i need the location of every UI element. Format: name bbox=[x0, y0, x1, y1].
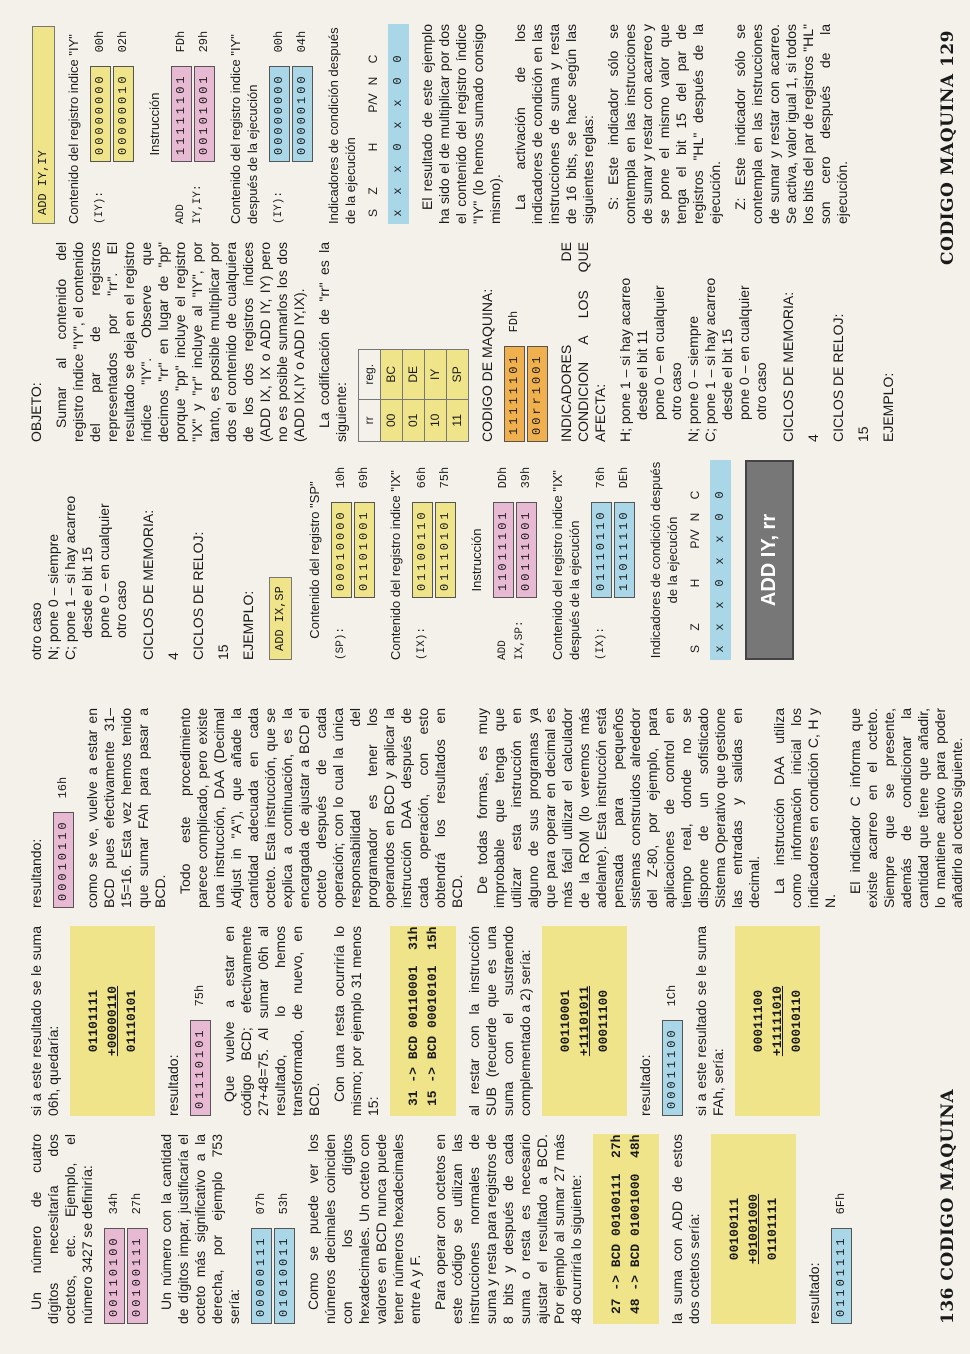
section-label: CICLOS DE MEMORIA: bbox=[780, 291, 796, 442]
paragraph: Para operar con octetos en este código se utilizan las instrucciones normales de suma y resta para registros de 8 bits y después de cada suma o resta es necesario ajustar el resultado a BCD. Por ejemplo al sumar 27 más 48 ocurriría lo siguiente: bbox=[432, 1134, 584, 1324]
byte: 00101001 bbox=[194, 66, 215, 162]
table-cell: 10 bbox=[425, 399, 447, 441]
flag-value: 0 bbox=[391, 77, 405, 85]
byte-row bbox=[831, 1134, 852, 1324]
byte: 01101001 bbox=[354, 502, 375, 598]
paragraph: Que vuelve a estar en código BCD; efectivamente 27+48=75. Al sumar 06h al resultado, lo hemos transformado, de nuevo, en BCD. bbox=[221, 926, 322, 1116]
byte-row bbox=[127, 1134, 148, 1324]
flag-name: H bbox=[366, 142, 380, 152]
flag-rules bbox=[617, 242, 770, 442]
table-row bbox=[425, 349, 447, 441]
section-value: 15 bbox=[215, 644, 231, 660]
byte: 01100110 bbox=[412, 502, 433, 598]
hex-value: 75h bbox=[193, 984, 207, 1007]
flag-line: pone 0 – en cualquier bbox=[96, 503, 112, 638]
register-block bbox=[169, 24, 217, 224]
block-title: Contenido del registro indice "IX" bbox=[388, 470, 403, 660]
register-block bbox=[88, 24, 136, 224]
table-cell: DE bbox=[403, 349, 425, 399]
flag-value: x bbox=[391, 121, 405, 129]
byte: 01110101 bbox=[190, 1020, 211, 1116]
flag-name bbox=[687, 550, 704, 572]
byte-row bbox=[269, 31, 290, 162]
flag-value: x bbox=[391, 187, 405, 195]
box-line: 01101111 bbox=[765, 1197, 780, 1261]
flag-value: 0 bbox=[713, 491, 727, 499]
byte-row bbox=[412, 467, 433, 598]
flag-line: otro caso bbox=[668, 362, 684, 420]
register-bytes bbox=[410, 467, 458, 598]
box-line: +00000110 bbox=[105, 985, 120, 1057]
hex-value: 02h bbox=[116, 30, 130, 53]
table-cell: SP bbox=[447, 349, 469, 399]
hex-value: 29h bbox=[197, 30, 211, 53]
box-line: 31 -> BCD 00110001 31h bbox=[406, 926, 421, 1106]
flag-name: Z bbox=[688, 623, 702, 631]
byte-row bbox=[113, 31, 134, 162]
flag-name bbox=[687, 594, 704, 616]
register-label: (IX): bbox=[416, 626, 428, 660]
byte: 00100111 bbox=[127, 1228, 148, 1324]
result-label: resultando: bbox=[28, 838, 44, 908]
byte-row bbox=[614, 467, 635, 598]
flag-line: pone 0 – en cualquier bbox=[651, 285, 667, 420]
hex-value: 34h bbox=[107, 1192, 121, 1215]
section-label: CICLOS DE MEMORIA: bbox=[140, 509, 156, 660]
byte-row bbox=[516, 467, 537, 598]
paragraph: Todo este procedimiento parece complicado, pero existe una instrucción, DAA (Decimal Adjust in "A"), que añade la cantidad adecuada en cada octeto. Esta instrucción, que se explica a continuación, es la encargada de ajustar a BCD el octeto después de cada operación; con lo cual la única responsabilidad del programador es tener los operandos en BCD y aplicar la instrucción DAA después de cada operación, con esto obtendrá los resultados en BCD. bbox=[177, 708, 465, 908]
register-label: ADD IY,IY: bbox=[175, 184, 204, 224]
byte: 00000010 bbox=[113, 66, 134, 162]
paragraph: Como se puede ver los números decimales coinciden con los dígitos hexadecimales. Un octeto con valores en BCD nunca puede tener números hexadecimales entre A y F. bbox=[305, 1134, 423, 1324]
box-line: 15 -> BCD 00010101 15h bbox=[425, 926, 440, 1106]
sum-box bbox=[735, 926, 820, 1116]
left-page bbox=[0, 674, 970, 1354]
flag-value: x bbox=[713, 623, 727, 631]
table-cell: 00 bbox=[381, 399, 403, 441]
byte: 11011110 bbox=[614, 502, 635, 598]
byte-row bbox=[194, 31, 215, 162]
section-label: CICLOS DE RELOJ: bbox=[830, 313, 846, 442]
flag-line: otro caso bbox=[113, 580, 129, 638]
flag-value: x bbox=[391, 99, 405, 107]
flag-name bbox=[365, 114, 382, 136]
byte-row bbox=[171, 31, 192, 162]
byte-row bbox=[493, 467, 514, 598]
paragraph: Sumar al contenido del registro índice "IY", el contenido del par de registros representados por "rr". El resultado se deja en el registro índice "IY". Observe que decimos "rr" en lugar de "pp" porque "pp" incluye el registro "IX" y "rr" incluye al "IY", por tanto, es posible multiplicar por dos el contenido de cualquiera de los dos registros índices (ADD IX, IX o ADD IY, IY) pero no es posible sumarlos los dos (ADD IX,IY o ADD IY,IX). bbox=[53, 242, 307, 442]
result-label: resultado: bbox=[637, 1054, 653, 1116]
flag-name: C bbox=[688, 490, 702, 500]
byte-row bbox=[331, 467, 352, 598]
byte: 00011100 bbox=[662, 1020, 683, 1116]
bcd-3427 bbox=[104, 1134, 148, 1324]
paragraph: La codificación de "rr" es la siguiente: bbox=[316, 242, 349, 442]
flag-line: H; pone 1 – si hay acarreo bbox=[617, 277, 633, 442]
byte: 01010011 bbox=[274, 1228, 295, 1324]
hex-value: 07h bbox=[254, 1192, 268, 1215]
left-col-1 bbox=[28, 1134, 854, 1324]
flag-value: 0 bbox=[713, 513, 727, 521]
byte-row bbox=[90, 31, 111, 162]
box-line: 01110101 bbox=[124, 989, 139, 1053]
paragraph: Un número de cuatro dígitos necesitaría dos octetos, etc. Ejemplo, el número 3427 se definiría: bbox=[28, 1134, 95, 1324]
box-line: 00010110 bbox=[789, 989, 804, 1053]
block-title: Indicadores de condición después de la ejecución bbox=[326, 27, 358, 224]
flag-line: desde el bit 11 bbox=[634, 329, 650, 420]
register-bytes bbox=[491, 467, 539, 598]
byte: 11111101 bbox=[171, 66, 192, 162]
result-label: resultado: bbox=[165, 1054, 181, 1116]
flag-line: N; pone 0 – siempre bbox=[45, 533, 61, 660]
flag-value: x bbox=[713, 557, 727, 565]
section-label: CODIGO DE MAQUINA: bbox=[479, 288, 495, 442]
table-row bbox=[447, 349, 469, 441]
flag-name bbox=[365, 158, 382, 180]
flag-line: C; pone 1 – si hay acarreo bbox=[62, 495, 78, 660]
block-title: Instrucción bbox=[147, 92, 162, 156]
section-label: CICLOS DE RELOJ: bbox=[190, 531, 206, 660]
box-line: 00100111 bbox=[727, 1197, 742, 1261]
table-cell: 01 bbox=[403, 399, 425, 441]
byte: 00110100 bbox=[104, 1228, 125, 1324]
hex-value: 39h bbox=[519, 466, 533, 489]
section-label: INDICADORES DE CONDICION A LOS QUE AFECTA: bbox=[558, 242, 608, 442]
paragraph: si a este resultado se le suma 06h, quedaría: bbox=[28, 926, 61, 1116]
box-line: 27 -> BCD 00100111 27h bbox=[609, 1134, 624, 1314]
paragraph: si a este resultado se le suma FAh, sería: bbox=[693, 926, 726, 1116]
section-value: 15 bbox=[855, 426, 871, 442]
flag-value: x bbox=[713, 535, 727, 543]
hex-value: 6Fh bbox=[834, 1192, 848, 1215]
flag-value: x bbox=[391, 209, 405, 217]
hex-value: FDh bbox=[174, 30, 188, 53]
table-cell: 11 bbox=[447, 399, 469, 441]
table-cell: reg. bbox=[359, 349, 381, 399]
hex-value: 66h bbox=[415, 466, 429, 489]
hex-value: DEh bbox=[617, 466, 631, 489]
right-col-1 bbox=[28, 460, 808, 660]
paragraph: Con una resta ocurriría lo mismo; por ejemplo 31 menos 15: bbox=[331, 926, 381, 1116]
box-line: 00110001 bbox=[558, 989, 573, 1053]
byte: 00111001 bbox=[516, 502, 537, 598]
flag-line: desde el bit 15 bbox=[719, 328, 735, 420]
paragraph: la suma con ADD de estos dos octetos sería: bbox=[669, 1134, 702, 1324]
register-block bbox=[267, 24, 315, 224]
page-folio-right: CODIGO MAQUINA 129 bbox=[938, 30, 958, 266]
register-bytes bbox=[589, 467, 637, 598]
flag-line: C; pone 1 – si hay acarreo bbox=[702, 277, 718, 442]
example-banner: ADD IX,SP bbox=[269, 577, 292, 660]
hex-value: 00h bbox=[93, 30, 107, 53]
byte-row bbox=[104, 1134, 125, 1324]
byte: 01110110 bbox=[591, 502, 612, 598]
block-title: Instrucción bbox=[469, 528, 484, 592]
register-block bbox=[491, 460, 539, 660]
paragraph: al restar con la instrucción SUB (recuerde que es una suma con el sustraendo complementado a 2) sería: bbox=[466, 926, 533, 1116]
flag-name: N bbox=[366, 76, 380, 86]
bcd-753 bbox=[251, 1134, 295, 1324]
byte-row bbox=[591, 467, 612, 598]
byte-row bbox=[504, 242, 525, 442]
flag-line: otro caso bbox=[753, 362, 769, 420]
flag-line: pone 0 – en cualquier bbox=[736, 285, 752, 420]
register-block bbox=[589, 460, 637, 660]
flag-value: 0 bbox=[391, 143, 405, 151]
block-title: Contenido del registro "SP" bbox=[307, 481, 322, 639]
register-bytes bbox=[329, 467, 377, 598]
byte: 00000000 bbox=[269, 66, 290, 162]
section-label: OBJETO: bbox=[28, 382, 44, 442]
paragraph: S: Este indicador sólo se contempla en las instrucciones de sumar y restar con acarreo y se pone el mismo valor que tenga el bit 15 del par de registros "HL" después de la ejecución. bbox=[605, 24, 723, 224]
register-label: (IY): bbox=[273, 190, 285, 224]
section-value: 4 bbox=[165, 652, 181, 660]
bcd-box bbox=[390, 926, 456, 1116]
flags-header bbox=[365, 24, 382, 224]
byte: 11011101 bbox=[493, 502, 514, 598]
instruction-title: ADD IY, rr bbox=[745, 460, 794, 660]
flag-line: otro caso bbox=[28, 602, 44, 660]
result-label: resultado: bbox=[806, 1262, 822, 1324]
hex-value: FDh bbox=[507, 310, 521, 333]
example-banner: ADD IY,IY bbox=[32, 26, 55, 224]
byte-row bbox=[662, 926, 683, 1116]
register-label: (SP): bbox=[335, 626, 347, 660]
register-bytes bbox=[88, 31, 136, 162]
block-title: Contenido del registro indice "IX" después de la ejecución bbox=[550, 470, 582, 660]
sum-box bbox=[70, 926, 155, 1116]
byte-row bbox=[527, 242, 548, 442]
register-bytes bbox=[267, 31, 315, 162]
hex-value: 27h bbox=[130, 1192, 144, 1215]
box-line: 48 -> BCD 01001000 48h bbox=[628, 1134, 643, 1314]
byte: 01101111 bbox=[831, 1228, 852, 1324]
block-title: Contenido del registro indice "IY" después de la ejecución bbox=[228, 34, 260, 224]
paragraph: La instrucción DAA utiliza como información inicial los indicadores en condición C, H y N. bbox=[771, 708, 838, 908]
box-line: 00011100 bbox=[596, 989, 611, 1053]
flag-name: H bbox=[688, 578, 702, 588]
section-value: 4 bbox=[805, 434, 821, 442]
flag-value: 0 bbox=[391, 55, 405, 63]
block-title: Indicadores de condición después de la ejecución bbox=[648, 461, 680, 659]
byte-row bbox=[190, 926, 211, 1116]
register-block bbox=[410, 460, 458, 660]
box-line: +11111010 bbox=[770, 985, 785, 1057]
flag-value: 0 bbox=[713, 579, 727, 587]
box-line: +11101011 bbox=[577, 985, 592, 1057]
table-row bbox=[403, 349, 425, 441]
hex-value: 75h bbox=[438, 466, 452, 489]
flag-name: P/V bbox=[366, 93, 380, 113]
register-label: (IY): bbox=[94, 190, 106, 224]
sum-box bbox=[711, 1134, 796, 1324]
hex-value: DDh bbox=[496, 466, 510, 489]
right-page bbox=[0, 0, 970, 674]
hex-value: 00h bbox=[272, 30, 286, 53]
section-label: EJEMPLO: bbox=[240, 590, 256, 660]
rr-code-table bbox=[358, 349, 469, 442]
byte: 11111101 bbox=[504, 346, 525, 442]
byte: 00010110 bbox=[53, 812, 74, 908]
right-col-2 bbox=[28, 242, 905, 442]
flag-name: C bbox=[366, 54, 380, 64]
hex-value: 76h bbox=[594, 466, 608, 489]
flag-name: Z bbox=[366, 187, 380, 195]
table-header bbox=[359, 349, 381, 441]
paragraph: La activación de los indicadores de condición en las instrucciones de suma y resta de 16 bits, se hace según las siguientes reglas: bbox=[512, 24, 596, 224]
flag-name: N bbox=[688, 512, 702, 522]
flag-value: x bbox=[713, 645, 727, 653]
byte-row bbox=[354, 467, 375, 598]
sum-box bbox=[542, 926, 627, 1116]
byte-row bbox=[53, 708, 74, 908]
hex-value: 69h bbox=[357, 466, 371, 489]
flag-value: x bbox=[391, 165, 405, 173]
register-label: ADD IX,SP: bbox=[497, 620, 526, 660]
flags-values bbox=[388, 24, 409, 224]
paragraph: Un número con la cantidad de dígitos impar, justificaría el octeto más significativo a la derecha, por ejemplo 753 sería: bbox=[158, 1134, 242, 1324]
box-line: +01001000 bbox=[746, 1193, 761, 1265]
byte: 00rr1001 bbox=[527, 346, 548, 442]
paragraph: De todas formas, es muy improbable que tenga que utilizar esta instrucción en alguno de sus programas ya que para operar en decimal es más fácil utilizar el calculador de la ROM (lo veremos más adelante). Esta instrucción está pensada para pequeños sistemas construidos alrededor del Z-80, por ejemplo, para aplicaciones de control en tiempo real, donde no se dispone de un sofisticado Sistema Operativo que gestione las entradas y salidas en decimal. bbox=[474, 708, 762, 908]
table-cell: rr bbox=[359, 399, 381, 441]
byte: 00000000 bbox=[90, 66, 111, 162]
byte: 01110101 bbox=[435, 502, 456, 598]
flag-value: x bbox=[713, 601, 727, 609]
paragraph: Z: Este indicador sólo se contempla en las instrucciones de sumar y restar con acarreo. Se activa, valor igual 1, si todos los bits del par de registros "HL" son cero después de la ejecución. bbox=[732, 24, 850, 224]
box-line: 00011100 bbox=[751, 989, 766, 1053]
paragraph: como se ve, vuelve a estar en BCD pues efectivamente 31–15=16. Esta vez hemos tenido que sumar FAh para pasar a BCD. bbox=[84, 708, 168, 908]
flags-values bbox=[710, 460, 731, 660]
block-title: Contenido del registro indice "IY" bbox=[66, 34, 81, 224]
flag-name: S bbox=[688, 645, 702, 654]
table-cell: BC bbox=[381, 349, 403, 399]
byte: 00010000 bbox=[331, 502, 352, 598]
hex-value: 04h bbox=[295, 30, 309, 53]
byte-row bbox=[251, 1134, 272, 1324]
hex-value: 53h bbox=[277, 1192, 291, 1215]
paragraph: El resultado de este ejemplo ha sido el de multiplicar por dos el contenido del registro índice "IY" (lo hemos sumado consigo mismo). bbox=[419, 24, 503, 224]
table-cell: IY bbox=[425, 349, 447, 399]
table-row bbox=[381, 349, 403, 441]
page-folio-left: 136 CODIGO MAQUINA bbox=[938, 1088, 958, 1324]
register-block bbox=[329, 460, 377, 660]
box-line: 01101111 bbox=[86, 989, 101, 1053]
flag-line: desde el bit 15 bbox=[79, 546, 95, 638]
hex-value: 10h bbox=[334, 466, 348, 489]
flag-line: N; pone 0 – siempre bbox=[685, 315, 701, 442]
flag-name: S bbox=[366, 209, 380, 218]
hex-value: 16h bbox=[56, 776, 70, 799]
section-label: EJEMPLO: bbox=[880, 372, 896, 442]
right-col-3 bbox=[28, 24, 859, 224]
flag-rules bbox=[28, 460, 130, 660]
flags-header bbox=[687, 460, 704, 660]
byte: 00000111 bbox=[251, 1228, 272, 1324]
flag-name: P/V bbox=[688, 529, 702, 549]
paragraph: El indicador C informa que existe acarreo en el octeto. Siempre que se presente, además de condicionar la cantidad que tiene que añadir, lo mantiene activo para poder añadirlo al octeto siguiente. bbox=[847, 708, 965, 908]
byte: 00000100 bbox=[292, 66, 313, 162]
register-bytes bbox=[169, 31, 217, 162]
byte-row bbox=[435, 467, 456, 598]
register-label: (IX): bbox=[595, 626, 607, 660]
byte-row bbox=[274, 1134, 295, 1324]
hex-value: 1Ch bbox=[665, 984, 679, 1007]
byte-row bbox=[292, 31, 313, 162]
left-col-2 bbox=[28, 926, 830, 1116]
left-col-3 bbox=[28, 708, 970, 908]
bcd-box bbox=[593, 1134, 659, 1324]
